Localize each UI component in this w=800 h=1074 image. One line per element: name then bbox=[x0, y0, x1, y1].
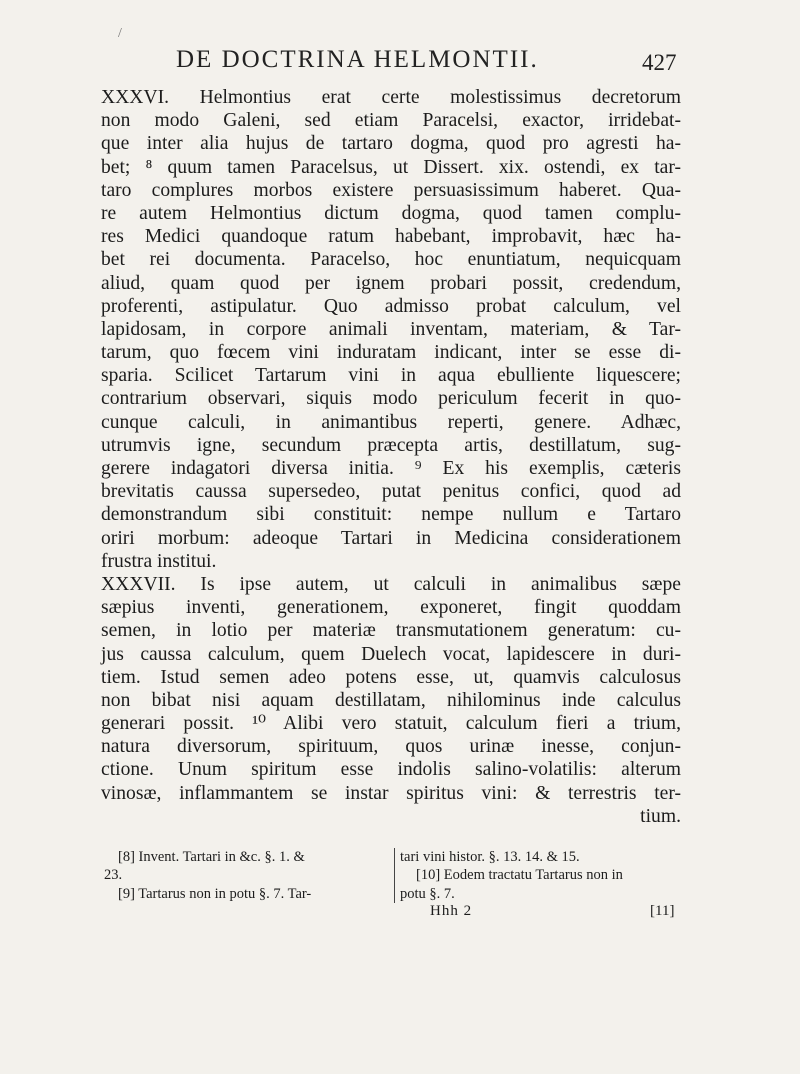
text-line: ctione. Unum spiritum esse indolis salino-volatilis: alterum bbox=[101, 759, 681, 781]
text-line: jus caussa calculum, quem Duelech vocat, lapidescere in duri- bbox=[101, 643, 681, 665]
text-line: bet; ⁸ quum tamen Paracelsus, ut Dissert. xix. ostendi, ex tar- bbox=[101, 156, 681, 178]
footnote-9: [9] Tartarus non in potu §. 7. Tar- bbox=[118, 886, 312, 902]
text-line: XXXVII. Is ipse autem, ut calculi in animalibus sæpe bbox=[101, 573, 681, 595]
text-line: vinosæ, inflammantem se instar spiritus vini: & terrestris ter- bbox=[101, 782, 681, 804]
text-line: tarum, quo fœcem vini induratam indicant, inter se esse di- bbox=[101, 342, 681, 364]
text-line: natura diversorum, spirituum, quos urinæ inesse, conjun- bbox=[101, 736, 681, 758]
text-line: lapidosam, in corpore animali inventam, materiam, & Tar- bbox=[101, 318, 681, 340]
text-line: utrumvis igne, secundum præcepta artis, destillatum, sug- bbox=[101, 434, 681, 456]
catchword: [11] bbox=[650, 903, 675, 919]
body-text bbox=[101, 86, 681, 828]
text-line: re autem Helmontius dictum dogma, quod tamen complu- bbox=[101, 202, 681, 224]
text-line: generari possit. ¹⁰ Alibi vero statuit, calculum fieri a trium, bbox=[101, 713, 681, 735]
text-line: XXXVI. Helmontius erat certe molestissimus decretorum bbox=[101, 87, 681, 108]
text-line: que inter alia hujus de tartaro dogma, quod pro agresti ha- bbox=[101, 133, 681, 155]
text-line: proferenti, astipulatur. Quo admisso probat calculum, vel bbox=[101, 295, 681, 317]
text-line: tium. bbox=[640, 805, 681, 827]
text-line: brevitatis caussa supersedeo, putat penitus confici, quod ad bbox=[101, 481, 681, 503]
text-line: contrarium observari, siquis modo periculum fecerit in quo- bbox=[101, 388, 681, 410]
margin-mark: / bbox=[118, 26, 122, 41]
text-line: non modo Galeni, sed etiam Paracelsi, exactor, irridebat- bbox=[101, 110, 681, 132]
text-line: cunque calculi, in animantibus reperti, genere. Adhæc, bbox=[101, 411, 681, 433]
running-title: DE DOCTRINA HELMONTII. bbox=[176, 46, 539, 73]
text-line: taro complures morbos existere persuasissimum haberet. Qua- bbox=[101, 179, 681, 201]
text-line: res Medici quandoque ratum habebant, improbavit, hæc ha- bbox=[101, 226, 681, 248]
text-line: semen, in lotio per materiæ transmutationem generatum: cu- bbox=[101, 620, 681, 642]
text-line: oriri morbum: adeoque Tartari in Medicina considerationem bbox=[101, 527, 681, 549]
footnote-8: [8] Invent. Tartari in &c. §. 1. & bbox=[118, 849, 305, 865]
footnote-10-continuation: potu §. 7. bbox=[400, 886, 455, 902]
text-line: gerere indagatori diversa initia. ⁹ Ex his exemplis, cæteris bbox=[101, 458, 681, 479]
text-line: aliud, quam quod per ignem probari possit, credendum, bbox=[101, 272, 681, 294]
page-number: 427 bbox=[642, 50, 677, 75]
signature-mark: Hhh 2 bbox=[430, 903, 473, 919]
footnote-column-divider bbox=[394, 848, 395, 903]
text-line: non bibat nisi aquam destillatam, nihilominus inde calculus bbox=[101, 689, 681, 711]
footnote-10: [10] Eodem tractatu Tartarus non in bbox=[416, 867, 623, 883]
text-line: tiem. Istud semen adeo potens esse, ut, quamvis calculosus bbox=[101, 666, 681, 688]
footnote-8-continuation: 23. bbox=[104, 867, 123, 883]
text-line: bet rei documenta. Paracelso, hoc enuntiatum, nequicquam bbox=[101, 249, 681, 271]
text-line: sæpius inventi, generationem, exponeret, fingit quoddam bbox=[101, 597, 681, 619]
text-line: sparia. Scilicet Tartarum vini in aqua ebulliente liquescere; bbox=[101, 365, 681, 387]
text-line: demonstrandum sibi constituit: nempe nullum e Tartaro bbox=[101, 504, 681, 526]
footnote-9-continuation: tari vini histor. §. 13. 14. & 15. bbox=[400, 849, 580, 865]
text-line: frustra institui. bbox=[101, 550, 217, 572]
